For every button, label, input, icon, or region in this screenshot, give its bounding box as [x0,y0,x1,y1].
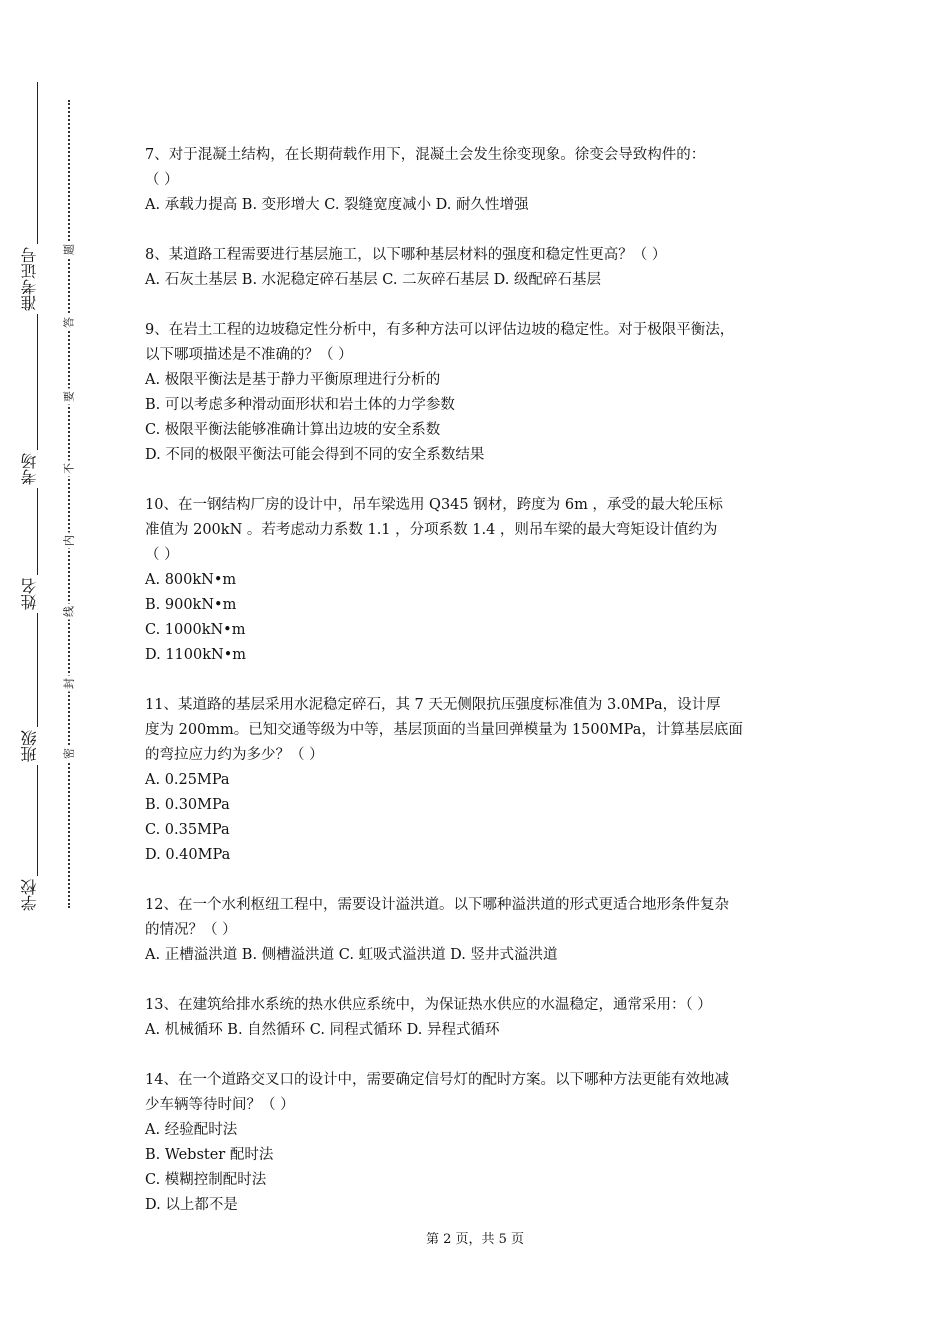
option-c: C. 模糊控制配时法 [145,1172,267,1188]
option-c: C. 极限平衡法能够准确计算出边坡的安全系数 [145,422,441,438]
question-line: 12、在一个水利枢纽工程中，需要设计溢洪道。以下哪种溢洪道的形式更适合地形条件复杂 [145,897,729,913]
option-a: A. 0.25MPa [145,772,230,788]
question-7 [145,143,825,218]
exam-id-label: 准考证号 [22,244,52,314]
question-options: A. 石灰土基层 B. 水泥稳定碎石基层 C. 二灰碎石基层 D. 级配碎石基层 [145,272,602,288]
option-a: A. 800kN•m [145,572,237,588]
binding-solid-line [37,82,38,908]
seal-char: 题 [61,242,78,258]
option-b: B. 900kN•m [145,597,237,613]
question-line: 以下哪项描述是不准确的？（ ） [145,347,353,363]
question-line: 7、对于混凝土结构，在长期荷载作用下，混凝土会发生徐变现象。徐变会导致构件的： [145,147,706,163]
question-13 [145,993,825,1043]
option-a: A. 极限平衡法是基于静力平衡原理进行分析的 [145,372,441,388]
name-label: 姓名 [22,575,52,613]
question-line: 8、某道路工程需要进行基层施工，以下哪种基层材料的强度和稳定性更高？（ ） [145,247,667,263]
question-line: 的弯拉应力约为多少？（ ） [145,747,324,763]
option-d: D. 0.40MPa [145,847,231,863]
option-c: C. 1000kN•m [145,622,246,638]
question-line: （ ） [145,172,179,188]
question-line: 10、在一钢结构厂房的设计中，吊车梁选用 Q345 钢材，跨度为 6m ，承受的最大轮压标 [145,497,723,513]
question-line: 13、在建筑给排水系统的热水供应系统中，为保证热水供应的水温稳定，通常采用：（ ） [145,997,712,1013]
seal-char: 线 [61,604,78,620]
seal-char: 封 [61,676,78,692]
binding-margin [0,0,90,1344]
question-14 [145,1068,825,1218]
question-line: 9、在岩土工程的边坡稳定性分析中，有多种方法可以评估边坡的稳定性。对于极限平衡法， [145,322,735,338]
seal-char: 内 [61,533,78,549]
school-label: 学校 [22,876,52,914]
seal-char: 密 [61,746,78,762]
question-9 [145,318,825,468]
question-options: A. 机械循环 B. 自然循环 C. 同程式循环 D. 异程式循环 [145,1022,500,1038]
option-d: D. 以上都不是 [145,1197,238,1213]
question-list [145,143,825,1243]
option-c: C. 0.35MPa [145,822,230,838]
exam-room-label: 考场 [22,450,52,488]
question-line: 的情况？（ ） [145,922,237,938]
question-8 [145,243,825,293]
question-12 [145,893,825,968]
seal-char: 答 [61,315,78,331]
seal-char: 要 [61,389,78,405]
question-11 [145,693,825,868]
option-d: D. 不同的极限平衡法可能会得到不同的安全系数结果 [145,447,485,463]
question-line: 14、在一个道路交叉口的设计中，需要确定信号灯的配时方案。以下哪种方法更能有效地减 [145,1072,729,1088]
option-b: B. 0.30MPa [145,797,230,813]
question-10 [145,493,825,668]
question-options: A. 承载力提高 B. 变形增大 C. 裂缝宽度减小 D. 耐久性增强 [145,197,529,213]
question-line: 准值为 200kN 。若考虑动力系数 1.1 ，分项系数 1.4 ，则吊车梁的最大弯矩设计值约为 [145,522,718,538]
option-b: B. Webster 配时法 [145,1147,274,1163]
page-number: 第 2 页，共 5 页 [425,1232,525,1247]
class-label: 班级 [22,727,52,765]
question-options: A. 正槽溢洪道 B. 侧槽溢洪道 C. 虹吸式溢洪道 D. 竖井式溢洪道 [145,947,558,963]
question-line: 11、某道路的基层采用水泥稳定碎石，其 7 天无侧限抗压强度标准值为 3.0MPa，设计厚 [145,697,721,713]
option-a: A. 经验配时法 [145,1122,238,1138]
question-line: （ ） [145,547,179,563]
seal-char: 不 [61,461,78,477]
question-line: 少车辆等待时间？（ ） [145,1097,295,1113]
question-line: 度为 200mm。已知交通等级为中等，基层顶面的当量回弹模量为 1500MPa，计算基层底面 [145,722,743,738]
option-b: B. 可以考虑多种滑动面形状和岩土体的力学参数 [145,397,455,413]
option-d: D. 1100kN•m [145,647,247,663]
seal-dotted-line [68,100,70,908]
